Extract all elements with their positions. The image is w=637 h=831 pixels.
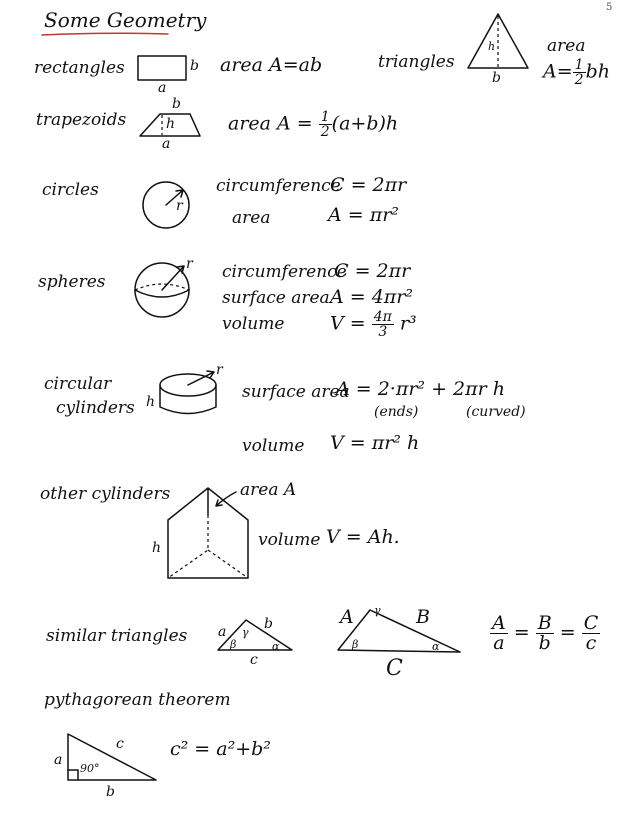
circle-radius-label: r <box>176 198 183 214</box>
circle-circumference-formula: C = 2πr <box>330 174 407 196</box>
small-side-b: b <box>264 616 273 632</box>
pythagorean-equation: c² = a²+b² <box>170 738 271 760</box>
cylinder-height-label: h <box>146 394 156 410</box>
rectangle-shape <box>138 56 186 80</box>
triangles-label: triangles <box>378 52 455 72</box>
pythagorean-side-a: a <box>54 752 63 768</box>
prism-volume-formula: V = Ah. <box>326 526 400 548</box>
cylinder-surface-label: surface area <box>242 382 350 402</box>
trapezoid-formula: area A = $\frac{1}{2}$ (a+b)h <box>228 109 399 140</box>
large-angle-alpha: α <box>432 640 440 653</box>
sphere-volume-formula: V = $\frac{4\pi}{3}$ r³ <box>330 309 417 340</box>
pythagorean-side-b: b <box>106 784 115 800</box>
large-side-b: B <box>416 606 430 628</box>
sphere-radius-label: r <box>186 256 193 272</box>
large-angle-beta: β <box>352 638 359 651</box>
sphere-equator <box>135 290 189 297</box>
spheres-label: spheres <box>38 272 106 292</box>
rectangle-side-a: a <box>158 80 167 96</box>
large-side-a: A <box>340 606 354 628</box>
prism-area-arrow <box>216 492 236 506</box>
title-underline <box>42 33 168 35</box>
cylinder-volume-label: volume <box>242 436 305 456</box>
cylinder-volume-formula: V = πr² h <box>330 432 420 454</box>
prism-height-label: h <box>152 540 162 556</box>
small-angle-beta: β <box>230 638 237 651</box>
small-side-a: a <box>218 624 227 640</box>
small-angle-gamma: γ <box>242 626 249 639</box>
rectangle-side-b: b <box>190 58 199 74</box>
small-side-c: c <box>250 652 258 668</box>
other-cylinders-label: other cylinders <box>40 484 171 504</box>
cylinder-ends-note: (ends) <box>374 404 419 420</box>
circle-area-label: area <box>232 208 271 228</box>
sphere-surface-label: surface area <box>222 288 330 308</box>
similar-triangles-label: similar triangles <box>46 626 188 646</box>
trapezoid-height-label: h <box>166 116 176 132</box>
circle-area-formula: A = πr² <box>328 204 399 226</box>
trapezoids-label: trapezoids <box>36 110 127 130</box>
prism-area-label: area A <box>240 480 297 500</box>
large-side-c: C <box>386 656 403 681</box>
sphere-radius-arrow <box>162 266 184 290</box>
sphere-circumference-formula: C = 2πr <box>334 260 411 282</box>
triangle-area-label: area <box>547 36 586 56</box>
cylinder-radius-label: r <box>216 362 223 378</box>
pythagorean-right-angle: 90° <box>80 762 100 775</box>
sphere-volume-label: volume <box>222 314 285 334</box>
cylinder-surface-formula: A = 2·πr² + 2πr h <box>336 378 505 400</box>
sphere-surface-formula: A = 4πr² <box>330 286 413 308</box>
cylinder-curved-note: (curved) <box>466 404 526 420</box>
trapezoid-bottom-label: a <box>162 136 171 152</box>
triangle-base-label: b <box>492 70 501 86</box>
triangle-area-formula: A= $\frac{1}{2}$ bh <box>543 57 610 88</box>
right-angle-mark <box>68 770 78 780</box>
trapezoid-top-label: b <box>172 96 181 112</box>
cylinders-label-line2: cylinders <box>56 398 135 418</box>
small-angle-alpha: α <box>272 640 280 653</box>
page-number: 5 <box>606 2 613 13</box>
similar-ratio-formula: $\frac{A}{a}$ = $\frac{B}{b}$ = $\frac{C}{c}$ <box>492 612 599 654</box>
pythagorean-side-c: c <box>116 736 124 752</box>
triangle-height-label: h <box>488 40 496 53</box>
cylinders-label-line1: circular <box>44 374 112 394</box>
large-angle-gamma: γ <box>374 604 381 617</box>
circles-label: circles <box>42 180 99 200</box>
cylinder-body <box>160 385 216 414</box>
page-title: Some Geometry <box>44 8 207 32</box>
circle-circumference-label: circumference <box>216 176 341 196</box>
sphere-circumference-label: circumference <box>222 262 347 282</box>
prism-volume-label: volume <box>258 530 321 550</box>
rectangles-label: rectangles <box>34 58 125 78</box>
pythagorean-label: pythagorean theorem <box>44 690 231 710</box>
rectangle-formula: area A=ab <box>220 54 323 76</box>
prism-hidden-edges <box>168 515 248 578</box>
cylinder-radius-arrow <box>188 371 214 385</box>
